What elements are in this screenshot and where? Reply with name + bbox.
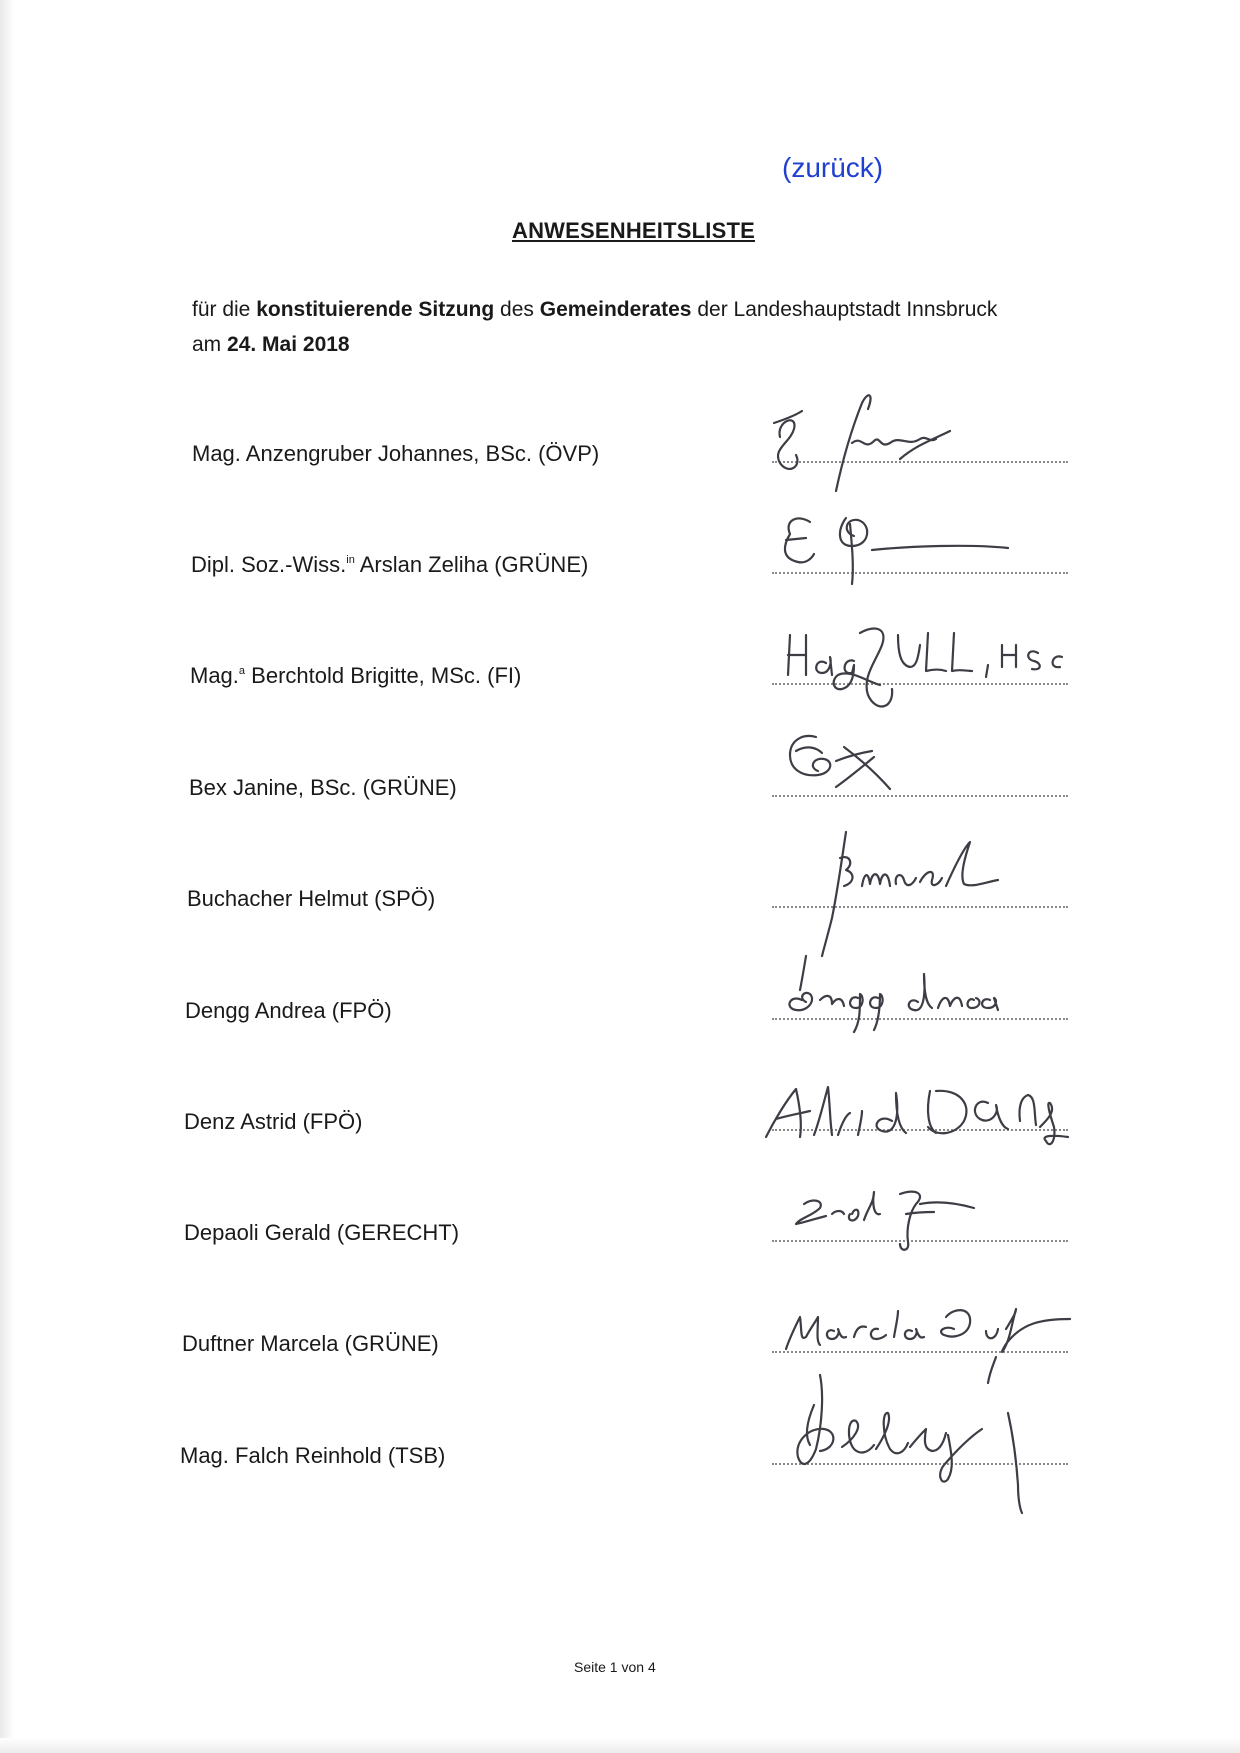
member-name: Dengg Andrea (FPÖ) xyxy=(185,998,392,1023)
intro-line-1: für die konstituierende Sitzung des Gemeinderates der Landeshauptstadt Innsbruck xyxy=(192,298,998,321)
member-name: Mag. Anzengruber Johannes, BSc. (ÖVP) xyxy=(192,441,600,466)
handwritten-signature xyxy=(750,1365,1130,1515)
member-name: Buchacher Helmut (SPÖ) xyxy=(187,886,436,911)
member-name: Depaoli Gerald (GERECHT) xyxy=(184,1220,460,1245)
member-name: Bex Janine, BSc. (GRÜNE) xyxy=(189,775,457,800)
page-footer: Seite 1 von 4 xyxy=(574,1659,656,1675)
intro-line-2: am 24. Mai 2018 xyxy=(192,333,350,356)
member-name: Denz Astrid (FPÖ) xyxy=(184,1109,363,1134)
intro-text xyxy=(192,292,1092,362)
member-name: Duftner Marcela (GRÜNE) xyxy=(182,1331,439,1356)
member-name: Dipl. Soz.-Wiss.$^{in}$ Arslan Zeliha (GRÜNE) xyxy=(191,552,589,577)
member-name: Mag. Falch Reinhold (TSB) xyxy=(180,1443,446,1468)
document-heading: ANWESENHEITSLISTE xyxy=(512,218,755,243)
attendance-row xyxy=(0,1443,1240,1533)
scan-shadow-bottom xyxy=(0,1738,1240,1753)
member-name: Mag.$^a$ Berchtold Brigitte, MSc. (FI) xyxy=(190,663,522,688)
back-link[interactable]: (zurück) xyxy=(782,152,884,183)
